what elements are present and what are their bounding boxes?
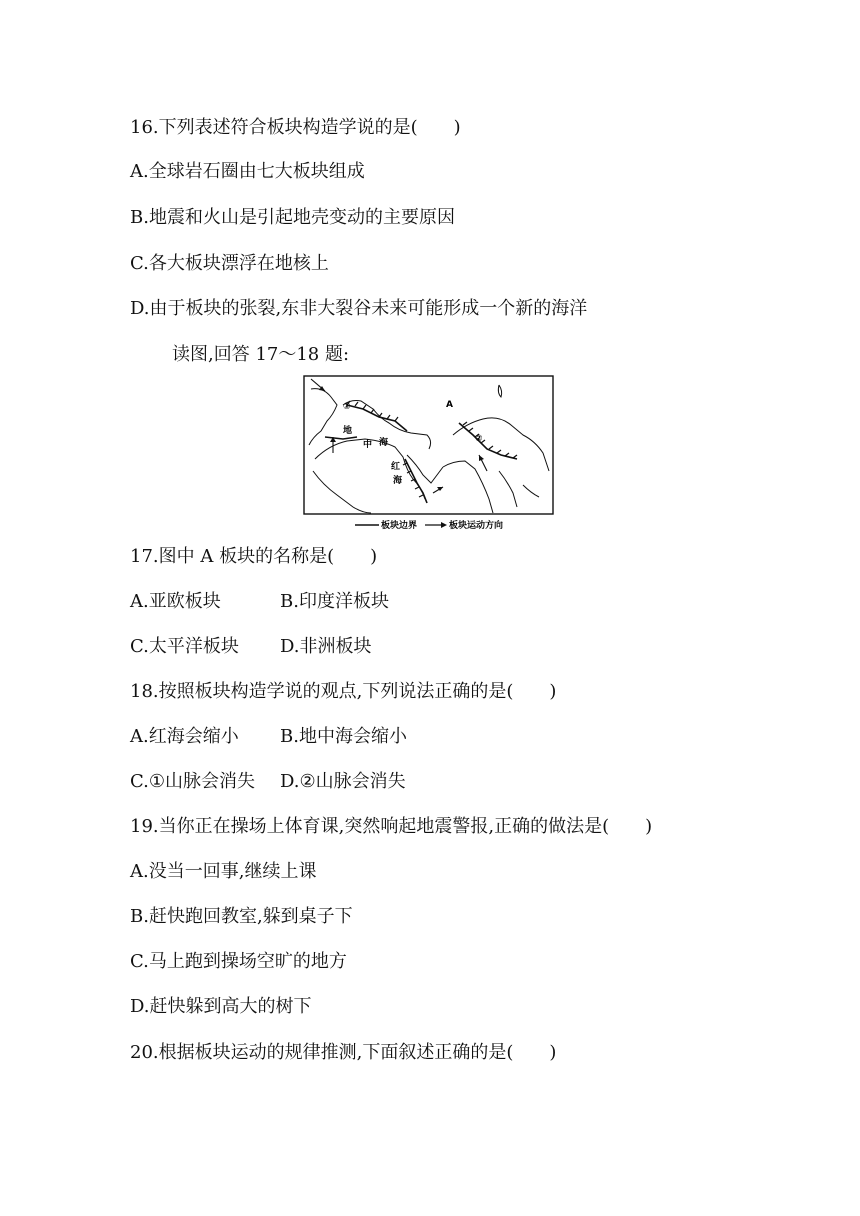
q20-stem: 20.根据板块运动的规律推测,下面叙述正确的是( ) — [130, 1042, 557, 1063]
legend-direction-label: 板块运动方向 — [449, 521, 504, 531]
map-label-hong: 红 — [391, 462, 401, 472]
plate-map — [303, 375, 555, 535]
q19-stem: 19.当你正在操场上体育课,突然响起地震警报,正确的做法是( ) — [130, 816, 653, 837]
map-label-zhong: 中 — [363, 440, 373, 450]
q17-option-b: B.印度洋板块 — [280, 591, 389, 612]
q19-option-a: A.没当一回事,继续上课 — [130, 861, 317, 882]
q19-option-d: D.赶快躲到高大的树下 — [130, 996, 312, 1017]
q16-stem: 16.下列表述符合板块构造学说的是( ) — [130, 117, 461, 138]
q18-option-b: B.地中海会缩小 — [280, 726, 407, 747]
map-label-2: ② — [475, 434, 483, 444]
q17-option-c: C.太平洋板块 — [130, 636, 239, 657]
q17-option-d: D.非洲板块 — [280, 636, 372, 657]
map-frame — [304, 376, 553, 514]
map-label-di: 地 — [343, 426, 353, 436]
q16-option-d: D.由于板块的张裂,东非大裂谷未来可能形成一个新的海洋 — [130, 298, 588, 319]
q18-option-d: D.②山脉会消失 — [280, 771, 406, 792]
plate-map-figure — [303, 375, 555, 535]
q18-option-c: C.①山脉会消失 — [130, 771, 255, 792]
q18-option-a: A.红海会缩小 — [130, 726, 239, 747]
map-label-1: ① — [343, 402, 351, 412]
q16-option-a: A.全球岩石圈由七大板块组成 — [130, 161, 365, 182]
map-label-hai2: 海 — [393, 476, 403, 486]
q19-option-b: B.赶快跑回教室,躲到桌子下 — [130, 906, 353, 927]
legend-boundary-label: 板块边界 — [381, 521, 418, 531]
q16-option-c: C.各大板块漂浮在地核上 — [130, 253, 329, 274]
q18-stem: 18.按照板块构造学说的观点,下列说法正确的是( ) — [130, 681, 557, 702]
q19-option-c: C.马上跑到操场空旷的地方 — [130, 951, 347, 972]
q16-option-b: B.地震和火山是引起地壳变动的主要原因 — [130, 207, 455, 228]
map-label-a: A — [446, 400, 453, 410]
q17-stem: 17.图中 A 板块的名称是( ) — [130, 546, 378, 567]
legend-arrow-head — [441, 522, 447, 528]
map-label-hai1: 海 — [379, 438, 389, 448]
reading-instruction: 读图,回答 17～18 题: — [172, 344, 350, 365]
q17-option-a: A.亚欧板块 — [130, 591, 221, 612]
